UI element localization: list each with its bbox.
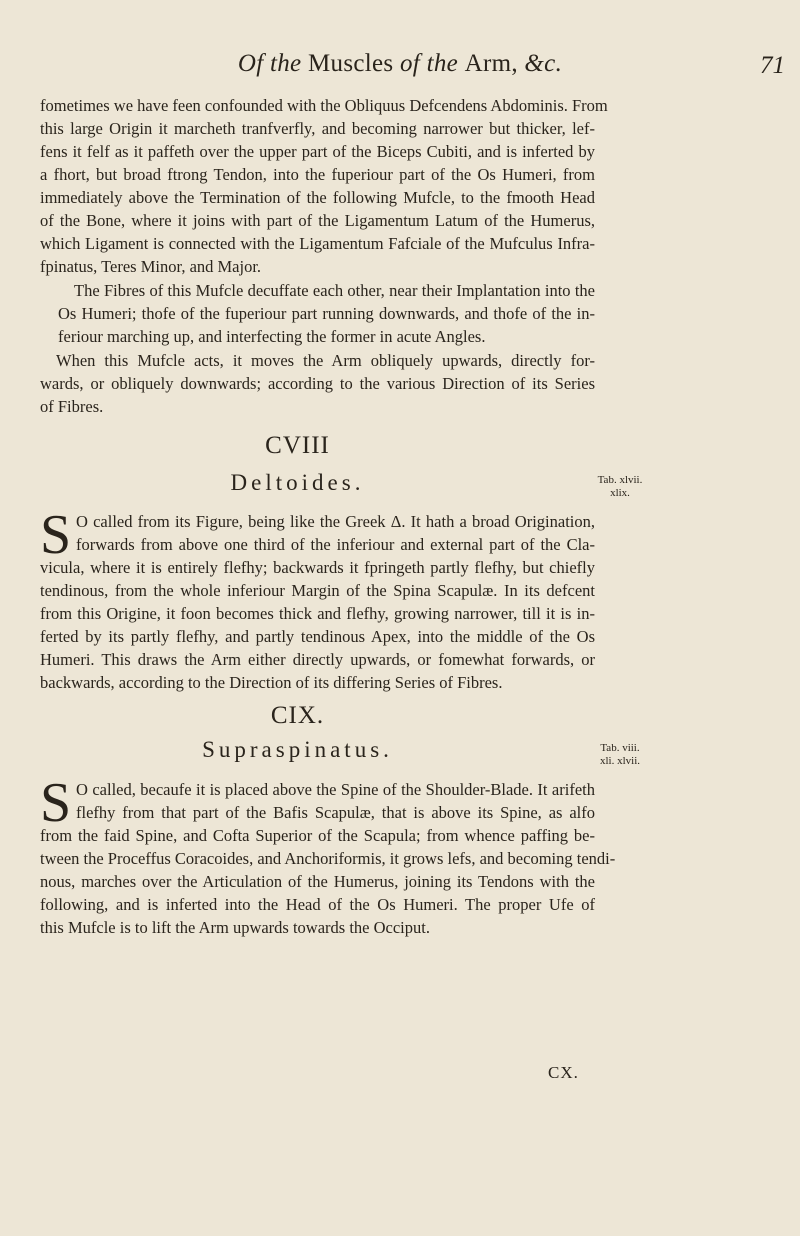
text-line: Os Humeri; thofe of the fuperiour part running downwards, and thofe of the in-	[58, 304, 595, 323]
section-number-cix: CIX.	[270, 702, 325, 729]
text-line: flefhy from that part of the Bafis Scapulæ, that is above its Spine, as alfo	[76, 803, 595, 822]
text-line: from this Origine, it foon becomes thick and flefhy, growing narrower, till it is in-	[40, 604, 595, 623]
supraspinatus-paragraph	[40, 824, 616, 939]
text-line: which Ligament is connected with the Ligamentum Fafciale of the Mufculus Infra-	[40, 234, 595, 253]
running-head-part2: of the	[393, 50, 465, 77]
running-head-part1: Of the	[237, 50, 309, 77]
tab-reference-cix	[585, 742, 655, 768]
intro-paragraph-1	[40, 94, 608, 278]
tab-reference-line: Tab. xlvii.	[597, 474, 643, 486]
text-line: The Fibres of this Mufcle decuffate each other, near their Implantation into the	[74, 281, 595, 300]
text-line: forwards from above one third of the inferiour and external part of the Cla-	[76, 535, 595, 554]
text-line: tween the Proceffus Coracoides, and Anchoriformis, it grows lefs, and becoming tendi-	[40, 849, 616, 868]
text-line: following, and is inferted into the Head of the Os Humeri. The proper Ufe of	[40, 895, 595, 914]
text-line: fpinatus, Teres Minor, and Major.	[40, 257, 262, 276]
tab-reference-cviii	[585, 474, 655, 500]
tab-reference-line: xli. xlvii.	[599, 755, 641, 767]
text-line: feriour marching up, and interfecting the former in acute Angles.	[58, 327, 486, 346]
text-line: nous, marches over the Articulation of the Humerus, joining its Tendons with the	[40, 872, 595, 891]
text-line: a fhort, but broad ftrong Tendon, into the fuperiour part of the Os Humeri, from	[40, 165, 595, 184]
deltoides-paragraph-top	[76, 510, 595, 556]
intro-paragraph-3	[40, 349, 595, 418]
text-line: this Mufcle is to lift the Arm upwards towards the Occiput.	[40, 918, 430, 937]
intro-paragraph-2	[40, 279, 595, 348]
section-number-cviii: CVIII	[265, 432, 330, 459]
text-line: Humeri. This draws the Arm either directly upwards, or fomewhat forwards, or	[40, 650, 595, 669]
running-head-muscles: Muscles	[308, 50, 394, 77]
text-line: When this Mufcle acts, it moves the Arm obliquely upwards, directly for-	[56, 351, 595, 370]
running-head-arm: Arm,	[464, 50, 518, 77]
text-line: from the faid Spine, and Cofta Superior of the Scapula; from whence paffing be-	[40, 826, 595, 845]
text-line: wards, or obliquely downwards; according to the various Direction of its Series	[40, 374, 595, 393]
drop-cap: S	[40, 504, 72, 566]
running-head	[0, 50, 800, 78]
tab-reference-line: Tab. viii.	[600, 742, 640, 754]
catchword: CX.	[548, 1063, 579, 1082]
section-title-deltoides: Deltoides.	[230, 470, 365, 495]
text-line: O called, becaufe it is placed above the Spine of the Shoulder-Blade. It arifeth	[76, 780, 595, 799]
text-line: of Fibres.	[40, 397, 104, 416]
text-line: of the Bone, where it joins with part of the Ligamentum Latum of the Humerus,	[40, 211, 595, 230]
section-title-supraspinatus: Supraspinatus.	[202, 737, 393, 762]
supraspinatus-paragraph-top	[76, 778, 595, 824]
text-line: tendinous, from the whole inferiour Margin of the Spina Scapulæ. In its defcent	[40, 581, 595, 600]
text-line: this large Origin it marcheth tranfverfly, and becoming narrower but thicker, lef-	[40, 119, 595, 138]
text-line: backwards, according to the Direction of its differing Series of Fibres.	[40, 673, 503, 692]
drop-cap: S	[40, 772, 72, 834]
text-line: fometimes we have feen confounded with the Obliquus Defcendens Abdominis. From	[40, 96, 608, 115]
text-line: vicula, where it is entirely flefhy; backwards it fpringeth partly flefhy, but chiefly	[40, 558, 595, 577]
page-number: 71	[760, 52, 785, 79]
running-head-part3: &c.	[517, 50, 563, 77]
tab-reference-line: xlix.	[610, 487, 630, 499]
text-line: fens it felf as it paffeth over the upper part of the Biceps Cubiti, and is inferted by	[40, 142, 595, 161]
text-line: ferted by its partly flefhy, and partly tendinous Apex, into the middle of the Os	[40, 627, 595, 646]
text-line: immediately above the Termination of the following Mufcle, to the fmooth Head	[40, 188, 595, 207]
deltoides-paragraph	[40, 556, 595, 694]
text-line: O called from its Figure, being like the Greek Δ. It hath a broad Origination,	[76, 512, 595, 531]
